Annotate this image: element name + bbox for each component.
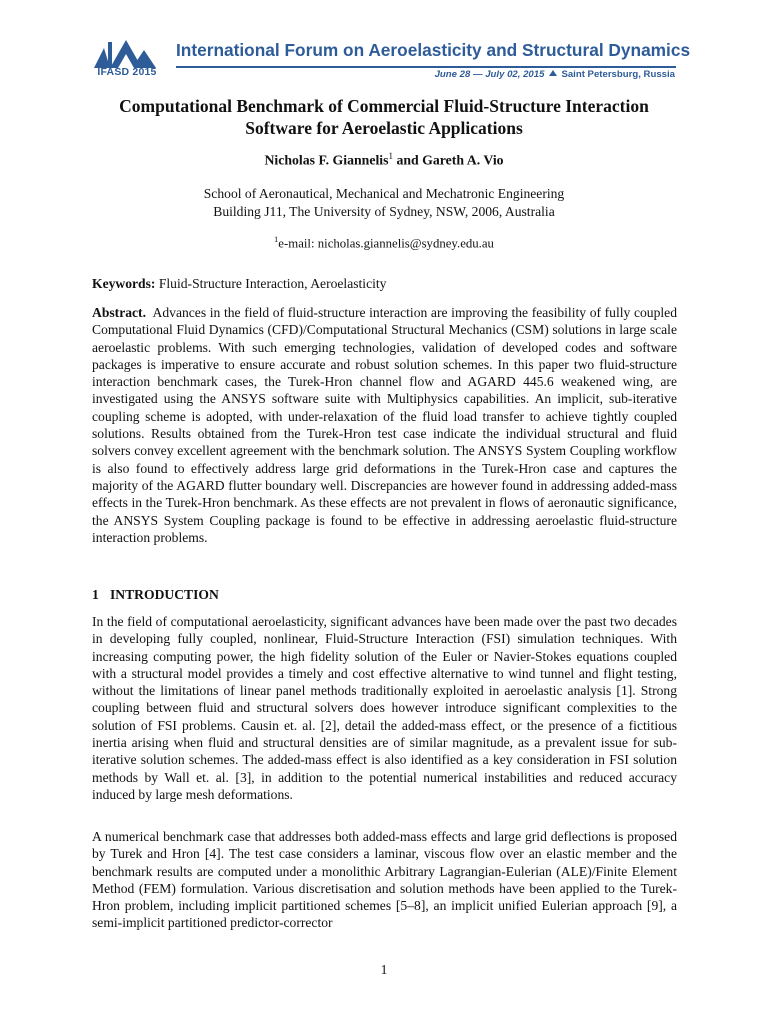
section-title: INTRODUCTION <box>110 587 219 602</box>
forum-title: International Forum on Aeroelasticity and Structural Dynamics <box>176 40 691 60</box>
email-sup: 1 <box>274 234 279 244</box>
affiliation-line-2: Building J11, The University of Sydney, NSW, 2006, Australia <box>213 204 555 219</box>
author-1: Nicholas F. Giannelis <box>264 152 389 168</box>
abstract-text: Advances in the field of fluid-structure interaction are improving the feasibility of fully coupled Computational Fluid Dynamics (CFD)/Computational Structural Mechanics (CSM) solutions in large scale aeroelastic problems. With such emerging technologies, validation of developed codes and software packages is imperative to ensure accurate and robust solution schemes. In this paper two fluid-structure interaction benchmark cases, the Turek-Hron channel flow and AGARD 445.6 weakened wing, are investigated using the ANSYS software suite with Multiphysics capabilities. An implicit, sub-iterative coupling scheme is adopted, with under-relaxation of the fluid load transfer to achieve tightly coupled solutions. Results obtained from the Turek-Hron test case indicate the individual structural and fluid solvers convey excellent agreement with the benchmark solution. The ANSYS System Coupling workflow is also found to effectively address large grid deformations in the Turek-Hron case and captures the majority of the AGARD flutter boundary well. Discrepancies are however found in addressing added-mass effects in the Turek-Hron benchmark. As these effects are not prevalent in flows of aeronautic significance, the ANSYS System Coupling package is found to be effective in addressing aeroelastic fluid-structure interaction problems. <box>92 305 678 545</box>
forum-meta <box>435 69 675 80</box>
paper-title <box>90 95 678 139</box>
forum-location: Saint Petersburg, Russia <box>561 69 675 80</box>
section-number: 1 <box>92 587 99 602</box>
header-rule <box>176 66 676 68</box>
title-line-1: Computational Benchmark of Commercial Fluid-Structure Interaction <box>119 96 649 116</box>
conference-header <box>0 0 768 90</box>
page-number: 1 <box>380 962 388 977</box>
author-1-sup: 1 <box>388 151 394 161</box>
abstract-label: Abstract. <box>92 305 146 320</box>
abstract <box>92 304 677 546</box>
email-line <box>90 234 678 251</box>
keywords-label: Keywords: <box>92 276 156 291</box>
intro-paragraph-1: In the field of computational aeroelasticity, significant advances have been made over the past two decades in developing fully coupled, nonlinear, Fluid-Structure Interaction (FSI) simulation techniques. With increasing computing power, the high fidelity solution of the Euler or Navier-Stokes equations coupled with a structural model provides a timely and cost effective alternative to wind tunnel and flight testing, without the limitations of linear panel methods traditionally exploited in aeroelastic analysis [1]. Strong coupling between fluid and structural solvers does however introduce significant complexities to the solution of FSI problems. Causin et. al. [2], detail the added-mass effect, or the presence of a fictitious inertia arising when fluid and structural densities are of similar magnitude, as a prevalent issue for sub-iterative solution schemes. The added-mass effect is also identified as a key consideration in FSI solution methods by Wall et. al. [3], in addition to the potential numerical instabilities and reduced accuracy induced by large mesh deformations. <box>92 614 677 802</box>
intro-paragraph-2: A numerical benchmark case that addresses both added-mass effects and large grid deflections is proposed by Turek and Hron [4]. The test case considers a laminar, viscous flow over an elastic member and the benchmark results are computed under a monolithic Arbitrary Lagrangian-Eulerian (ALE)/Finite Element Method (FEM) formulation. Various discretisation and solution methods have been applied to the Turek-Hron problem, including implicit partitioned schemes [5–8], an implicit unified Eulerian approach [9], a semi-implicit partitioned predictor-corrector <box>92 829 677 931</box>
author-join: and <box>393 152 423 168</box>
authors <box>90 151 678 169</box>
section-heading <box>92 587 219 603</box>
forum-dates: June 28 — July 02, 2015 <box>434 69 545 80</box>
triangle-icon <box>549 70 557 76</box>
affiliation <box>90 185 678 221</box>
email-text: e-mail: nicholas.giannelis@sydney.edu.au <box>278 236 494 251</box>
logo-text: IFASD 2015 <box>97 66 157 78</box>
keywords <box>92 275 677 292</box>
keywords-text: Fluid-Structure Interaction, Aeroelasticity <box>158 276 387 291</box>
affiliation-line-1: School of Aeronautical, Mechanical and Mechatronic Engineering <box>203 186 565 201</box>
author-2: Gareth A. Vio <box>422 152 504 168</box>
title-line-2: Software for Aeroelastic Applications <box>245 118 523 138</box>
